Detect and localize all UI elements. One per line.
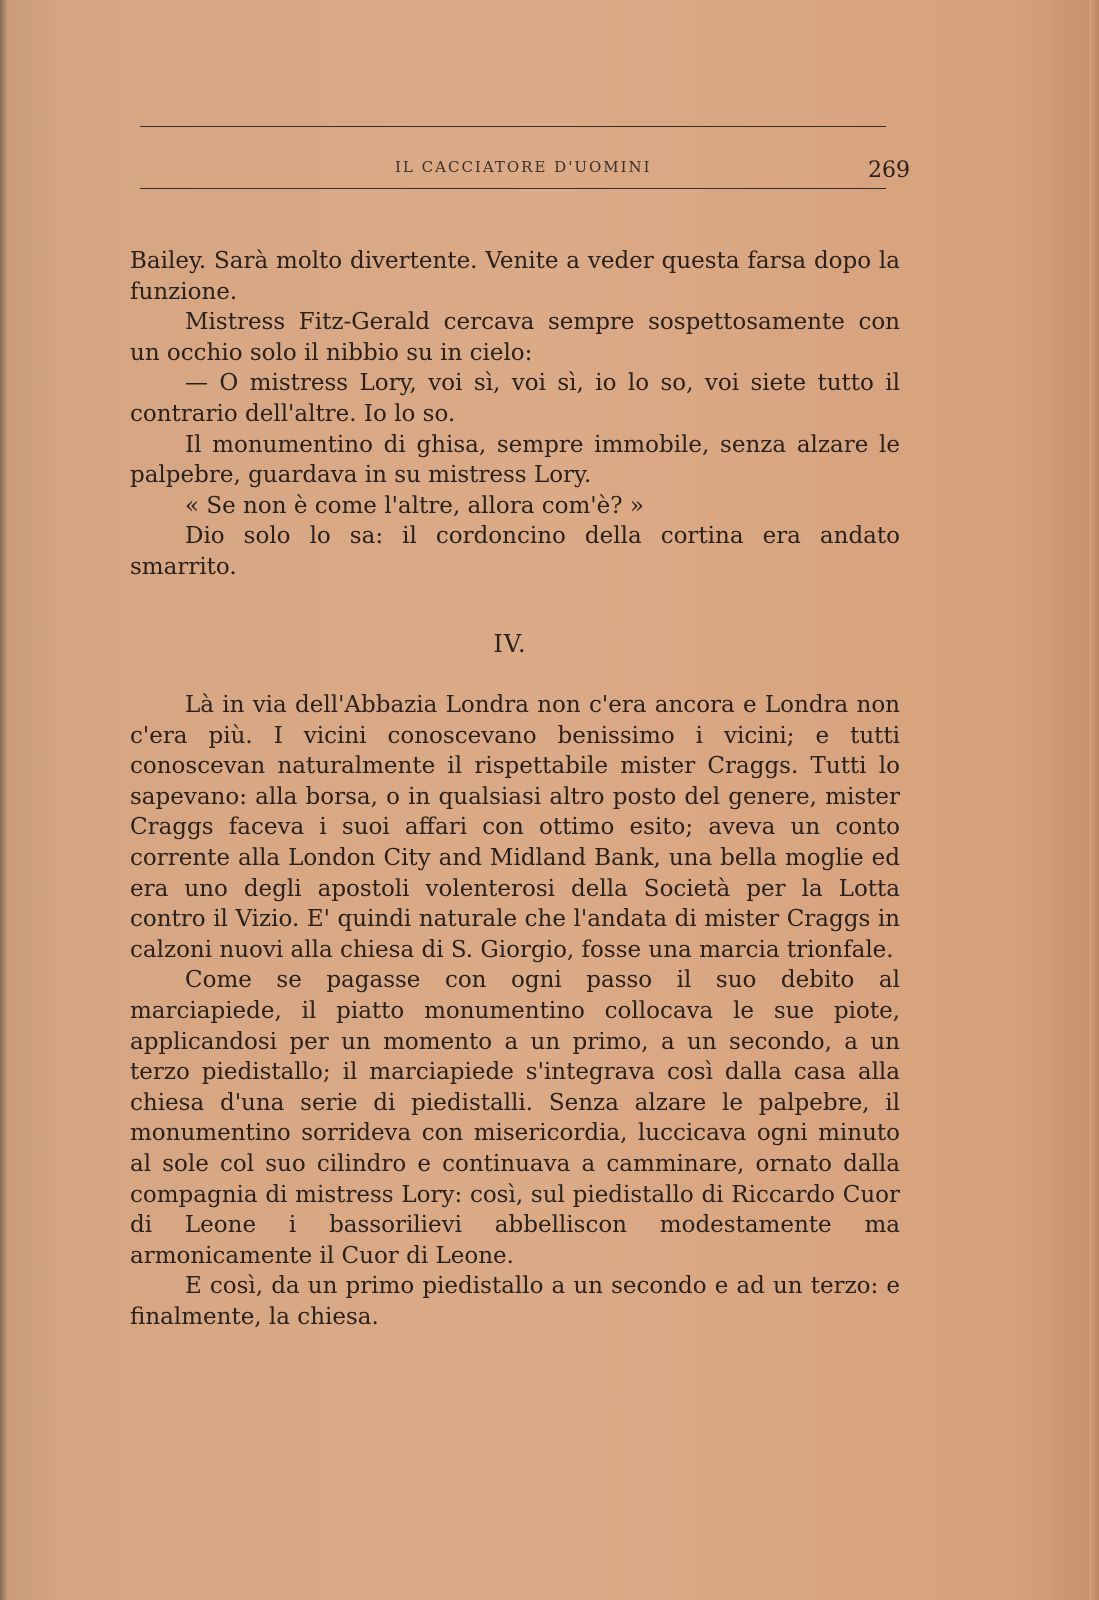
- paragraph: Dio solo lo sa: il cordoncino della cortina era andato smarrito.: [130, 523, 900, 580]
- page-right-edge: [1089, 0, 1099, 1600]
- paragraph: « Se non è come l'altre, allora com'è? »: [185, 492, 644, 519]
- paragraph: — O mistress Lory, voi sì, voi sì, io lo so, voi siete tutto il contrario dell'altre. Io lo so.: [130, 370, 900, 427]
- section-heading: IV.: [493, 630, 527, 658]
- page-number: 269: [868, 158, 910, 183]
- running-title: IL CACCIATORE D'UOMINI: [395, 158, 652, 176]
- header-top-rule: [140, 126, 886, 127]
- paragraph: E così, da un primo piedistallo a un secondo e ad un terzo: e finalmente, la chiesa.: [130, 1273, 900, 1330]
- paragraph: Là in via dell'Abbazia Londra non c'era ancora e Londra non c'era più. I vicini conoscevano benissimo i vicini; e tutti conoscevan naturalmente il rispettabile mister Craggs. Tutti lo sapevano: alla borsa, o in qualsiasi altro posto del genere, mister Craggs faceva i suoi affari con ottimo esito; aveva un conto corrente alla London City and Midland Bank, una bella moglie ed era uno degli apostoli volenterosi della Società per la Lotta contro il Vizio. E' quindi naturale che l'andata di mister Craggs in calzoni nuovi alla chiesa di S. Giorgio, fosse una marcia trionfale.: [130, 692, 900, 963]
- paragraph: Bailey. Sarà molto divertente. Venite a veder questa farsa dopo la funzione.: [130, 248, 900, 305]
- page-left-edge: [0, 0, 8, 1600]
- text-block-1: [130, 246, 900, 583]
- paragraph: Il monumentino di ghisa, sempre immobile, senza alzare le palpebre, guardava in su mistress Lory.: [130, 431, 900, 489]
- paragraph: Come se pagasse con ogni passo il suo debito al marciapiede, il piatto monumentino collocava le sue piote, applicandosi per un momento a un primo, a un secondo, a un terzo piedistallo; il marciapiede s'integrava così dalla casa alla chiesa d'una serie di piedistalli. Senza alzare le palpebre, il monumentino sorrideva con misericordia, luccicava ogni minuto al sole col suo cilindro e continuava a camminare, ornato dalla compagnia di mistress Lory: così, sul piedistallo di Riccardo Cuor di Leone i bassorilievi abbelliscon modestamente ma armonicamente il Cuor di Leone.: [130, 967, 900, 1269]
- paragraph: Mistress Fitz-Gerald cercava sempre sospettosamente con un occhio solo il nibbio su in cielo:: [130, 309, 900, 366]
- header-bottom-rule: [140, 188, 886, 189]
- text-block-2: [130, 690, 900, 1332]
